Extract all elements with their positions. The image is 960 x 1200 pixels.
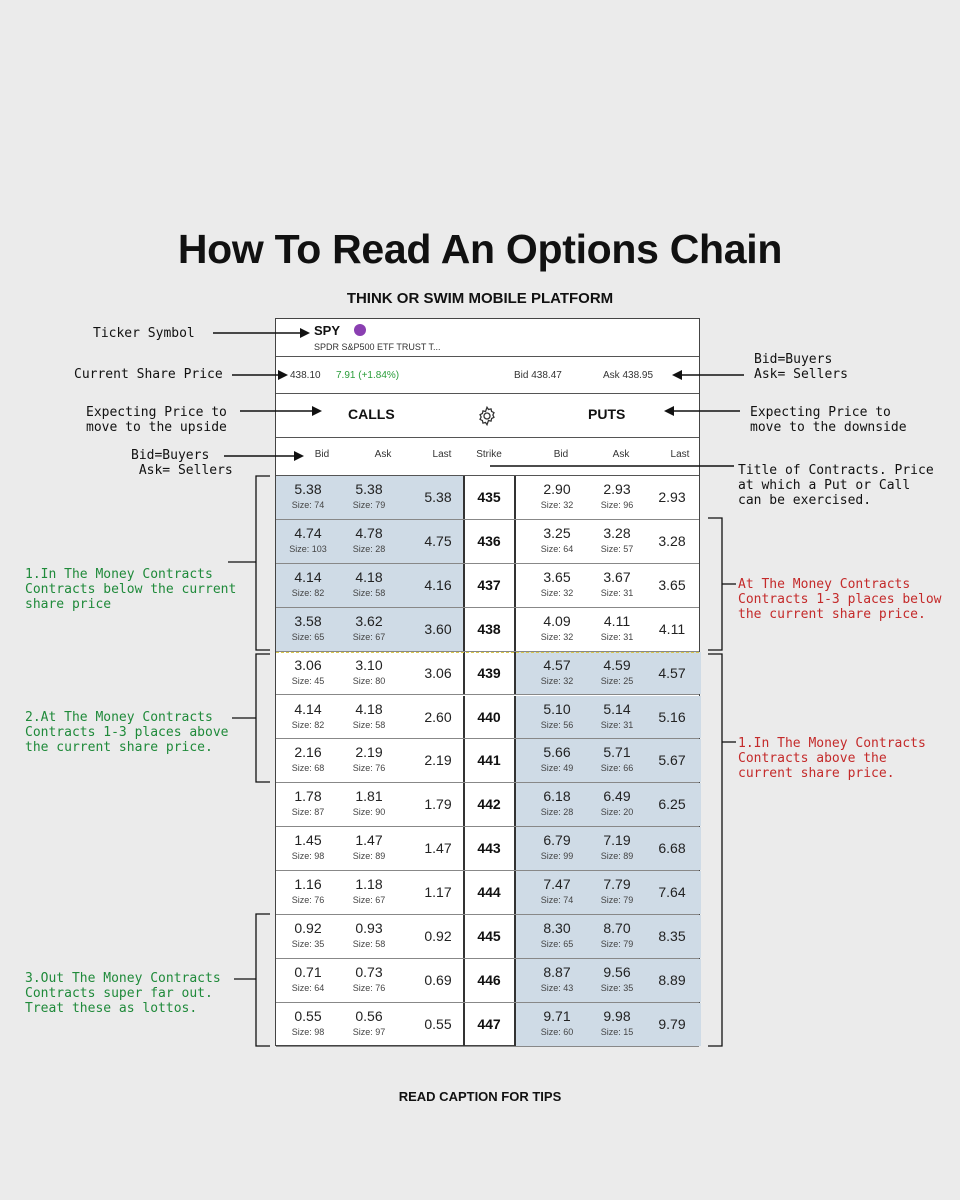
call-last: 0.92 (424, 928, 452, 944)
call-bid-size: Size: 76 (291, 895, 325, 906)
put-bid-size: Size: 43 (540, 982, 574, 993)
call-last: 2.19 (424, 752, 452, 769)
put-ask-size: Size: 79 (600, 895, 634, 906)
call-ask-size: Size: 90 (352, 807, 386, 818)
put-ask[interactable]: 3.28 (603, 524, 631, 541)
call-last: 4.16 (424, 576, 452, 593)
ticker-symbol: SPY (314, 323, 341, 338)
call-ask[interactable]: 3.62 (355, 612, 383, 629)
call-ask[interactable]: 1.47 (355, 832, 383, 849)
strike-price: 438 (477, 620, 501, 637)
bid-price: Bid 438.47 (514, 370, 562, 381)
put-bid-size: Size: 99 (540, 851, 574, 862)
page-subtitle: THINK OR SWIM MOBILE PLATFORM (346, 290, 614, 307)
strike-price: 437 (477, 576, 501, 593)
put-ask-size: Size: 31 (600, 631, 634, 642)
put-last: 9.79 (658, 1015, 686, 1032)
put-last: 6.25 (658, 796, 686, 813)
call-bid-size: Size: 82 (291, 719, 325, 730)
col-call-last: Last (432, 449, 452, 460)
call-bid[interactable]: 4.74 (294, 524, 322, 541)
put-ask[interactable]: 7.79 (603, 876, 631, 893)
put-ask[interactable]: 3.67 (603, 568, 631, 585)
call-ask-size: Size: 58 (352, 587, 386, 598)
put-bid[interactable]: 6.18 (543, 788, 571, 805)
col-strike: Strike (476, 449, 502, 460)
put-last: 7.64 (658, 884, 686, 901)
put-ask[interactable]: 7.19 (603, 832, 631, 849)
strike-price: 444 (477, 884, 501, 901)
call-ask[interactable]: 5.38 (355, 481, 383, 497)
put-bid[interactable]: 7.47 (543, 876, 571, 893)
col-put-last: Last (670, 449, 690, 460)
put-bid[interactable]: 2.90 (543, 481, 571, 497)
put-bid-size: Size: 32 (540, 500, 574, 510)
put-ask-size: Size: 66 (600, 763, 634, 774)
ann-ticker-symbol: Ticker Symbol (93, 326, 195, 341)
call-ask[interactable]: 4.18 (355, 568, 383, 585)
call-bid[interactable]: 4.14 (294, 700, 322, 717)
put-ask[interactable]: 4.11 (603, 612, 631, 629)
call-bid[interactable]: 0.71 (294, 963, 322, 980)
call-ask-size: Size: 67 (352, 631, 386, 642)
ticker-name: SPDR S&P500 ETF TRUST T... (314, 342, 441, 352)
ann-bid-ask-right: Bid=Buyers Ask= Sellers (754, 352, 848, 382)
put-ask[interactable]: 9.98 (603, 1007, 631, 1024)
call-ask[interactable]: 0.56 (355, 1007, 383, 1024)
put-bid[interactable]: 3.65 (543, 568, 571, 585)
call-last: 5.38 (424, 489, 452, 505)
call-bid-size: Size: 64 (291, 982, 325, 993)
call-bid[interactable]: 4.14 (294, 568, 322, 585)
call-ask-size: Size: 76 (352, 982, 386, 993)
call-bid[interactable]: 1.78 (294, 788, 322, 805)
put-last: 4.57 (658, 664, 686, 681)
put-last: 8.35 (658, 928, 686, 944)
put-ask[interactable]: 5.14 (603, 700, 631, 717)
call-ask-size: Size: 67 (352, 895, 386, 906)
call-ask[interactable]: 0.73 (355, 963, 383, 980)
put-bid-size: Size: 65 (540, 939, 574, 949)
call-last: 3.06 (424, 664, 452, 681)
put-ask[interactable]: 4.59 (603, 656, 631, 673)
strike-price: 435 (477, 489, 501, 505)
call-ask[interactable]: 2.19 (355, 744, 383, 761)
call-last: 1.17 (424, 884, 452, 901)
call-ask-size: Size: 79 (352, 500, 386, 510)
put-bid-size: Size: 56 (540, 719, 574, 730)
put-last: 2.93 (658, 489, 686, 505)
put-ask[interactable]: 9.56 (603, 963, 631, 980)
bracket-otm-calls (256, 914, 270, 1046)
call-bid[interactable]: 5.38 (294, 481, 322, 497)
strike-price: 439 (477, 664, 501, 681)
footer-note: READ CAPTION FOR TIPS (398, 1089, 562, 1104)
call-ask[interactable]: 4.18 (355, 700, 383, 717)
bracket-itm-puts (708, 654, 722, 1046)
call-last: 0.69 (424, 971, 452, 988)
call-ask[interactable]: 4.78 (355, 524, 383, 541)
put-bid-size: Size: 32 (540, 675, 574, 686)
put-ask[interactable]: 5.71 (603, 744, 631, 761)
put-bid[interactable]: 5.66 (543, 744, 571, 761)
put-bid[interactable]: 6.79 (543, 832, 571, 849)
strike-price: 440 (477, 708, 501, 725)
put-bid-size: Size: 28 (540, 807, 574, 818)
put-ask-size: Size: 25 (600, 675, 634, 686)
call-last: 1.47 (424, 840, 452, 857)
call-bid-size: Size: 87 (291, 807, 325, 818)
call-bid[interactable]: 0.92 (294, 920, 322, 936)
call-bid-size: Size: 74 (291, 500, 325, 510)
put-bid-size: Size: 49 (540, 763, 574, 774)
call-bid-size: Size: 45 (291, 675, 325, 686)
put-ask-size: Size: 96 (600, 500, 634, 510)
put-ask-size: Size: 20 (600, 807, 634, 818)
col-put-ask: Ask (612, 449, 630, 460)
ann-itm-calls: 1.In The Money Contracts Contracts below the current share price (25, 567, 237, 612)
put-ask[interactable]: 6.49 (603, 788, 631, 805)
call-ask-size: Size: 76 (352, 763, 386, 774)
col-put-bid: Bid (553, 449, 569, 460)
put-ask[interactable]: 8.70 (603, 920, 631, 936)
call-last: 1.79 (424, 796, 452, 813)
put-last: 8.89 (658, 971, 686, 988)
put-bid[interactable]: 5.10 (543, 700, 571, 717)
ann-itm-puts: 1.In The Money Contracts Contracts above the current share price. (738, 736, 926, 781)
put-bid[interactable]: 4.57 (543, 656, 571, 673)
put-bid-size: Size: 60 (540, 1026, 574, 1037)
call-ask-size: Size: 28 (352, 543, 386, 554)
strike-price: 442 (477, 796, 501, 813)
call-ask-size: Size: 97 (352, 1026, 386, 1037)
put-ask-size: Size: 35 (600, 982, 634, 993)
put-bid-size: Size: 74 (540, 895, 574, 906)
ann-current-price: Current Share Price (74, 367, 223, 382)
put-bid[interactable]: 3.25 (543, 524, 571, 541)
bracket-itm-calls (256, 476, 270, 650)
call-last: 4.75 (424, 532, 452, 549)
put-last: 6.68 (658, 840, 686, 857)
strike-price: 445 (477, 928, 501, 944)
call-last: 0.55 (424, 1015, 452, 1032)
call-bid-size: Size: 98 (291, 851, 325, 862)
page-title: How To Read An Options Chain (177, 226, 783, 272)
call-bid-size: Size: 65 (291, 631, 325, 642)
put-ask-size: Size: 89 (600, 851, 634, 862)
strike-price: 436 (477, 532, 501, 549)
call-ask[interactable]: 3.10 (355, 656, 383, 673)
call-bid-size: Size: 98 (291, 1026, 325, 1037)
tab-calls[interactable]: CALLS (348, 406, 395, 422)
ann-downside: Expecting Price to move to the downside (750, 405, 907, 435)
strike-price: 443 (477, 840, 501, 857)
put-ask[interactable]: 2.93 (603, 481, 631, 497)
put-ask-size: Size: 15 (600, 1026, 634, 1037)
bracket-atm-calls (256, 654, 270, 782)
put-last: 3.28 (658, 532, 686, 549)
put-ask-size: Size: 31 (600, 587, 634, 598)
last-price: 438.10 (290, 370, 321, 381)
call-bid-size: Size: 35 (291, 939, 325, 949)
ann-atm-calls: 2.At The Money Contracts Contracts 1-3 places above the current share price. (25, 710, 229, 755)
tab-puts[interactable]: PUTS (588, 406, 626, 422)
ann-bid-ask-left: Bid=Buyers Ask= Sellers (131, 448, 233, 478)
call-last: 2.60 (424, 708, 452, 725)
call-ask-size: Size: 58 (352, 939, 386, 949)
put-last: 5.67 (658, 752, 686, 769)
call-bid-size: Size: 68 (291, 763, 325, 774)
put-last: 4.11 (658, 620, 686, 637)
ask-price: Ask 438.95 (603, 370, 654, 381)
ann-otm-calls: 3.Out The Money Contracts Contracts super far out. Treat these as lottos. (25, 971, 221, 1016)
call-bid[interactable]: 3.58 (294, 612, 322, 629)
price-change: 7.91 (+1.84%) (336, 370, 400, 381)
call-bid[interactable]: 0.55 (294, 1007, 322, 1024)
strike-price: 447 (477, 1015, 501, 1032)
strike-price: 446 (477, 971, 501, 988)
put-last: 3.65 (658, 576, 686, 593)
call-ask[interactable]: 0.93 (355, 920, 383, 936)
ann-upside: Expecting Price to move to the upside (86, 405, 227, 435)
ann-strike-title: Title of Contracts. Price at which a Put or Call can be exercised. (738, 463, 934, 508)
put-bid-size: Size: 64 (540, 543, 574, 554)
call-bid[interactable]: 3.06 (294, 656, 322, 673)
call-ask-size: Size: 89 (352, 851, 386, 862)
ann-atm-puts: At The Money Contracts Contracts 1-3 places below the current share price. (738, 577, 942, 622)
put-bid[interactable]: 8.30 (543, 920, 571, 936)
put-bid[interactable]: 9.71 (543, 1007, 571, 1024)
put-ask-size: Size: 57 (600, 543, 634, 554)
call-bid[interactable]: 1.45 (294, 832, 322, 849)
call-ask[interactable]: 1.81 (355, 788, 383, 805)
call-ask-size: Size: 58 (352, 719, 386, 730)
strike-price: 441 (477, 752, 501, 769)
col-call-bid: Bid (314, 449, 330, 460)
put-bid-size: Size: 32 (540, 631, 574, 642)
call-last: 3.60 (424, 620, 452, 637)
call-bid-size: Size: 103 (289, 543, 327, 554)
bracket-atm-puts (708, 518, 722, 650)
put-bid[interactable]: 8.87 (543, 963, 571, 980)
call-ask-size: Size: 80 (352, 675, 386, 686)
call-bid[interactable]: 2.16 (294, 744, 322, 761)
put-ask-size: Size: 31 (600, 719, 634, 730)
call-bid-size: Size: 82 (291, 587, 325, 598)
put-bid-size: Size: 32 (540, 587, 574, 598)
call-ask[interactable]: 1.18 (355, 876, 383, 893)
put-last: 5.16 (658, 708, 686, 725)
put-bid[interactable]: 4.09 (543, 612, 571, 629)
col-call-ask: Ask (374, 449, 392, 460)
call-bid[interactable]: 1.16 (294, 876, 322, 893)
put-ask-size: Size: 79 (600, 939, 634, 949)
